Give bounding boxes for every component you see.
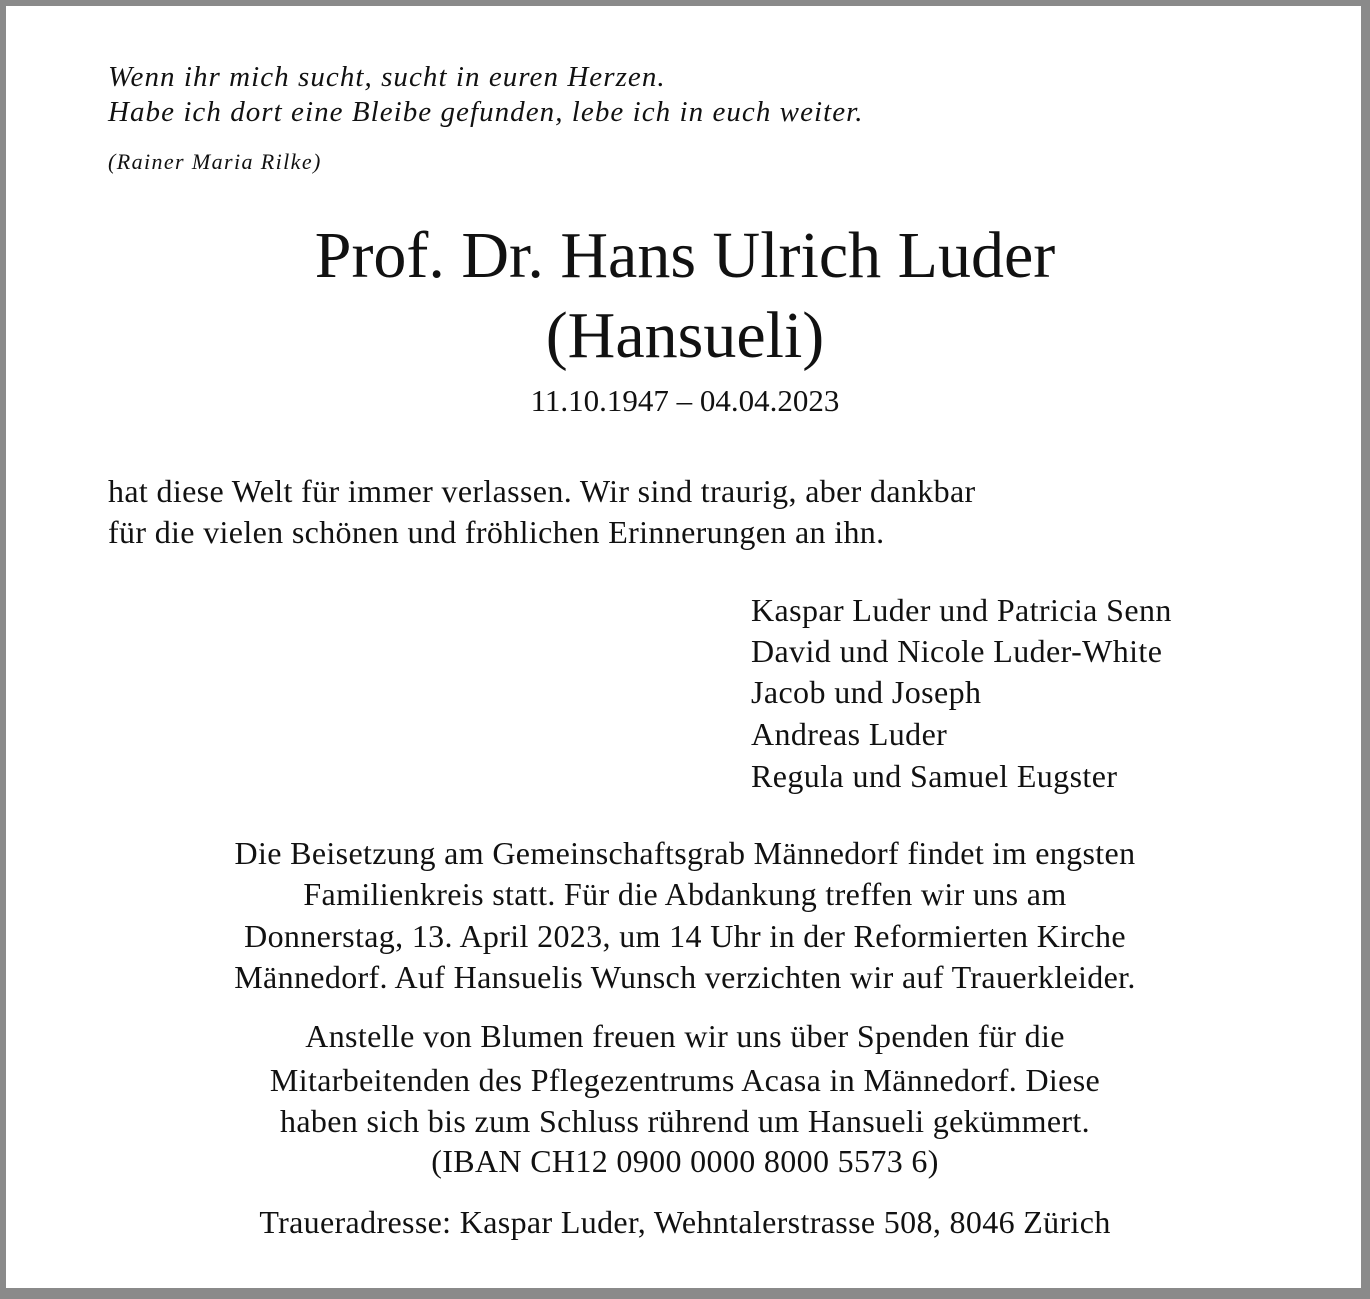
- mourning-address: Traueradresse: Kaspar Luder, Wehntalerstrasse 508, 8046 Zürich: [259, 1204, 1111, 1240]
- quote-author: (Rainer Maria Rilke): [108, 149, 322, 174]
- donation-line-3: haben sich bis zum Schluss rührend um Hansueli gekümmert.: [279, 1103, 1091, 1139]
- mourner-4: Andreas Luder: [751, 716, 948, 752]
- donation-line-1: Anstelle von Blumen freuen wir uns über Spenden für die: [305, 1018, 1065, 1054]
- funeral-line-1: Die Beisetzung am Gemeinschaftsgrab Männedorf findet im engsten: [234, 835, 1136, 871]
- intro-line-2: für die vielen schönen und fröhlichen Erinnerungen an ihn.: [108, 514, 885, 550]
- mourner-5: Regula und Samuel Eugster: [751, 758, 1118, 794]
- intro-line-1: hat diese Welt für immer verlassen. Wir sind traurig, aber dankbar: [108, 473, 976, 509]
- funeral-line-4: Männedorf. Auf Hansuelis Wunsch verzichten wir auf Trauerkleider.: [234, 959, 1136, 995]
- quote-line-2: Habe ich dort eine Bleibe gefunden, lebe ich in euch weiter.: [108, 96, 864, 128]
- deceased-name: Prof. Dr. Hans Ulrich Luder: [314, 219, 1056, 292]
- mourner-2: David und Nicole Luder-White: [751, 633, 1163, 669]
- funeral-line-2: Familienkreis statt. Für die Abdankung treffen wir uns am: [303, 876, 1067, 912]
- deceased-nickname: (Hansueli): [545, 299, 825, 372]
- funeral-line-3: Donnerstag, 13. April 2023, um 14 Uhr in der Reformierten Kirche: [244, 918, 1126, 954]
- life-dates: 11.10.1947 – 04.04.2023: [530, 383, 840, 418]
- donation-line-2: Mitarbeitenden des Pflegezentrums Acasa in Männedorf. Diese: [269, 1062, 1101, 1098]
- mourner-1: Kaspar Luder und Patricia Senn: [751, 592, 1172, 628]
- mourner-3: Jacob und Joseph: [751, 674, 982, 710]
- iban-line: (IBAN CH12 0900 0000 8000 5573 6): [431, 1143, 939, 1179]
- quote-line-1: Wenn ihr mich sucht, sucht in euren Herzen.: [108, 61, 666, 93]
